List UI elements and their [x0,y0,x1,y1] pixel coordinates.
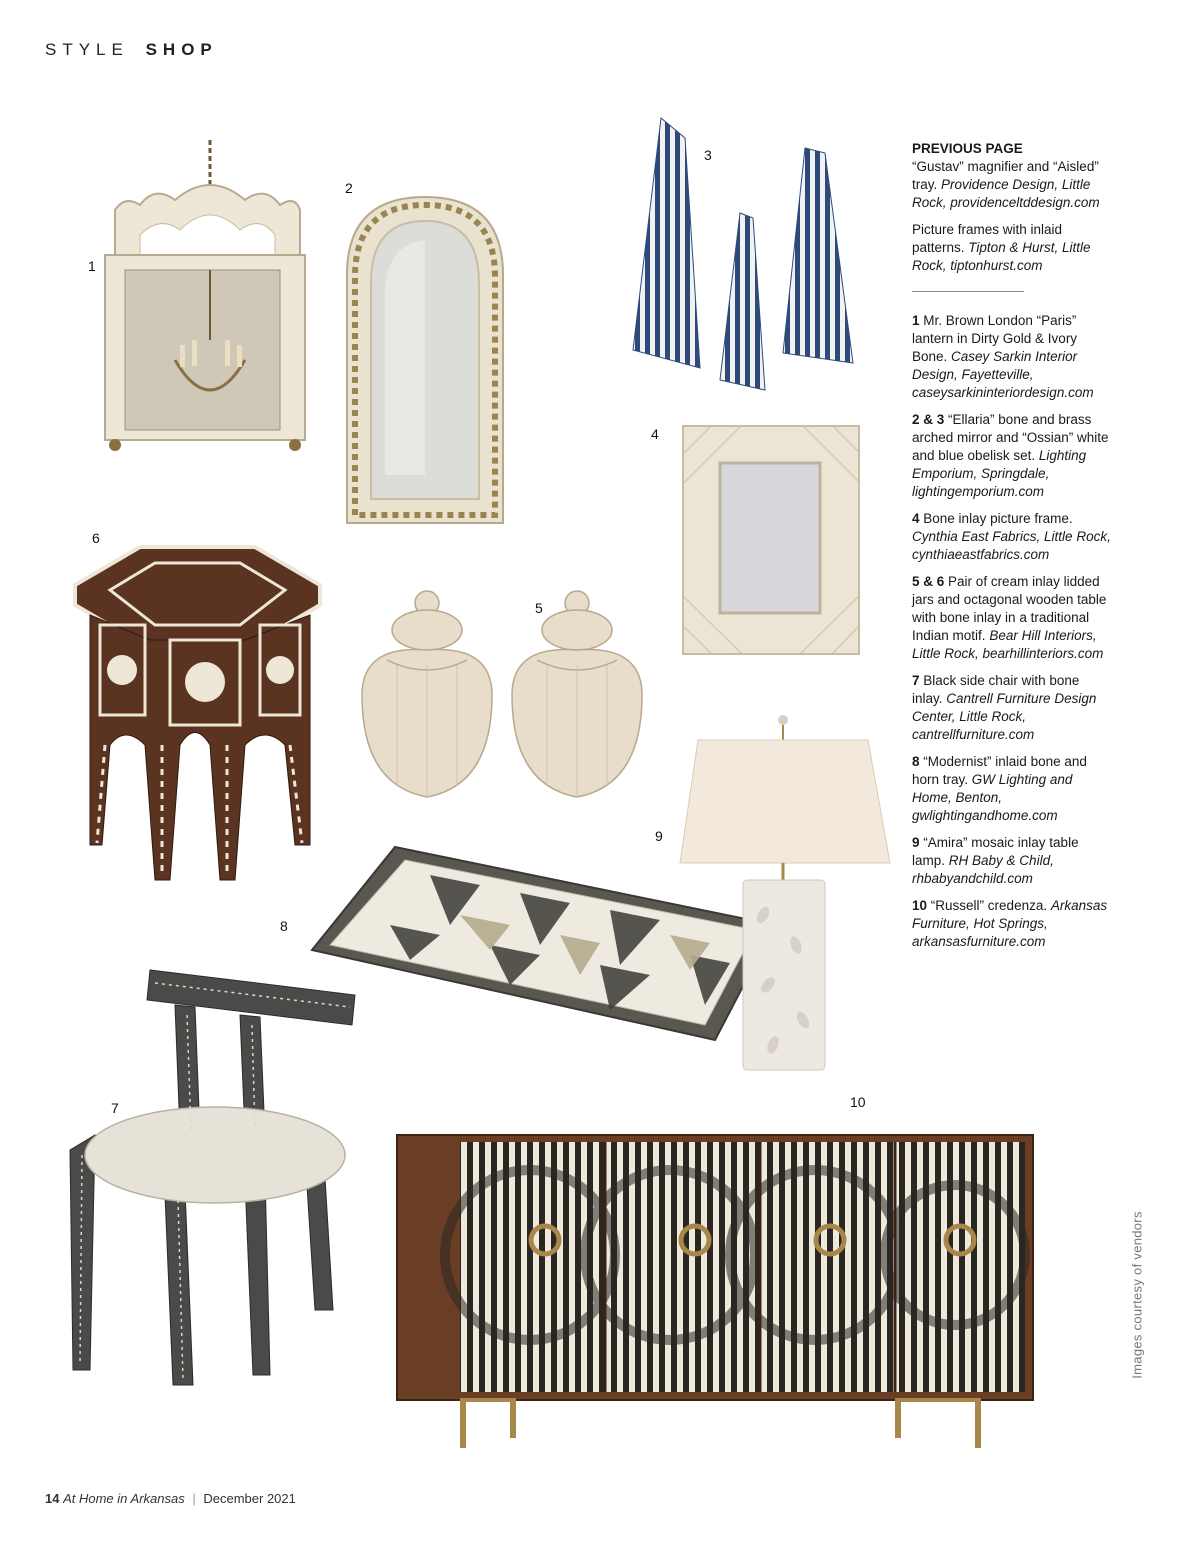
entry-text: “Modernist” inlaid bone and horn tray. [912,754,1087,787]
previous-item-2-source: Tipton & Hurst, Little Rock, tiptonhurst.com [912,240,1091,273]
previous-item-2 [912,221,1112,275]
image-credit [1127,1210,1147,1380]
entry-2-3 [912,411,1112,501]
publication-name: At Home in Arkansas [63,1491,185,1506]
entry-text: “Amira” mosaic inlay table lamp. [912,835,1079,868]
entry-5-6 [912,573,1112,663]
entry-text: Black side chair with bone inlay. [912,673,1080,706]
entry-text: Pair of cream inlay lidded jars and octagonal wooden table with bone inlay in a traditional Indian motif. [912,574,1107,643]
previous-item-1-source: Providence Design, Little Rock, providenceltddesign.com [912,177,1100,210]
item-number-4: 4 [651,426,659,442]
item-number-3: 3 [704,147,712,163]
entry-text: “Russell” credenza. [930,898,1048,913]
footer-separator: | [192,1491,196,1506]
arched-mirror-image [345,195,505,525]
entry-source: RH Baby & Child, rhbabyandchild.com [912,853,1054,886]
entry-number: 5 & 6 [912,574,945,589]
entry-number: 7 [912,673,920,688]
item-number-7: 7 [111,1100,119,1116]
entry-source: GW Lighting and Home, Benton, gwlightingandhome.com [912,772,1073,823]
previous-item-1-text: “Gustav” magnifier and “Aisled” tray. [912,159,1099,192]
credits-column [912,140,1112,960]
picture-frame-image [682,425,860,655]
octagonal-table-image [70,545,325,885]
entry-source: Cantrell Furniture Design Center, Little Rock, cantrellfurniture.com [912,691,1097,742]
item-number-2: 2 [345,180,353,196]
item-number-10: 10 [850,1094,866,1110]
entry-text: Bone inlay picture frame. [923,511,1073,526]
previous-page-heading: PREVIOUS PAGE [912,141,1023,156]
entry-number: 2 & 3 [912,412,945,427]
page-footer [45,1491,296,1506]
entry-number: 9 [912,835,920,850]
entry-10 [912,897,1112,951]
entry-4 [912,510,1112,564]
entry-source: Lighting Emporium, Springdale, lightingemporium.com [912,448,1087,499]
section-label-bold: SHOP [145,40,218,59]
page-number: 14 [45,1491,60,1506]
entry-7 [912,672,1112,744]
entry-number: 8 [912,754,920,769]
entry-text: “Ellaria” bone and brass arched mirror and “Ossian” white and blue obelisk set. [912,412,1109,463]
entry-source: Casey Sarkin Interior Design, Fayetteville, caseysarkininteriordesign.com [912,349,1094,400]
credenza-image [395,1130,1035,1450]
entry-source: Bear Hill Interiors, Little Rock, bearhillinteriors.com [912,628,1104,661]
item-number-8: 8 [280,918,288,934]
entry-text: Mr. Brown London “Paris” lantern in Dirty Gold & Ivory Bone. [912,313,1078,364]
entry-9 [912,834,1112,888]
entry-1 [912,312,1112,402]
entry-number: 4 [912,511,920,526]
table-lamp-image [678,715,893,1075]
lidded-jars-image [352,585,650,800]
entry-number: 10 [912,898,928,913]
entry-number: 1 [912,313,920,328]
section-label: STYLE [45,40,129,59]
lantern-image [100,140,310,455]
item-number-6: 6 [92,530,100,546]
item-number-5: 5 [535,600,543,616]
entry-source: Arkansas Furniture, Hot Springs, arkansasfurniture.com [912,898,1108,949]
obelisk-set-image [625,118,860,393]
section-header [45,40,218,60]
image-credit-text: Images courtesy of vendors [1129,1211,1145,1379]
item-number-1: 1 [88,258,96,274]
divider [912,291,1024,292]
previous-page-block [912,140,1112,212]
item-number-9: 9 [655,828,663,844]
previous-item-2-text: Picture frames with inlaid patterns. [912,222,1063,255]
entry-8 [912,753,1112,825]
entry-source: Cynthia East Fabrics, Little Rock, cynthiaeastfabrics.com [912,529,1111,562]
issue-date: December 2021 [203,1491,296,1506]
